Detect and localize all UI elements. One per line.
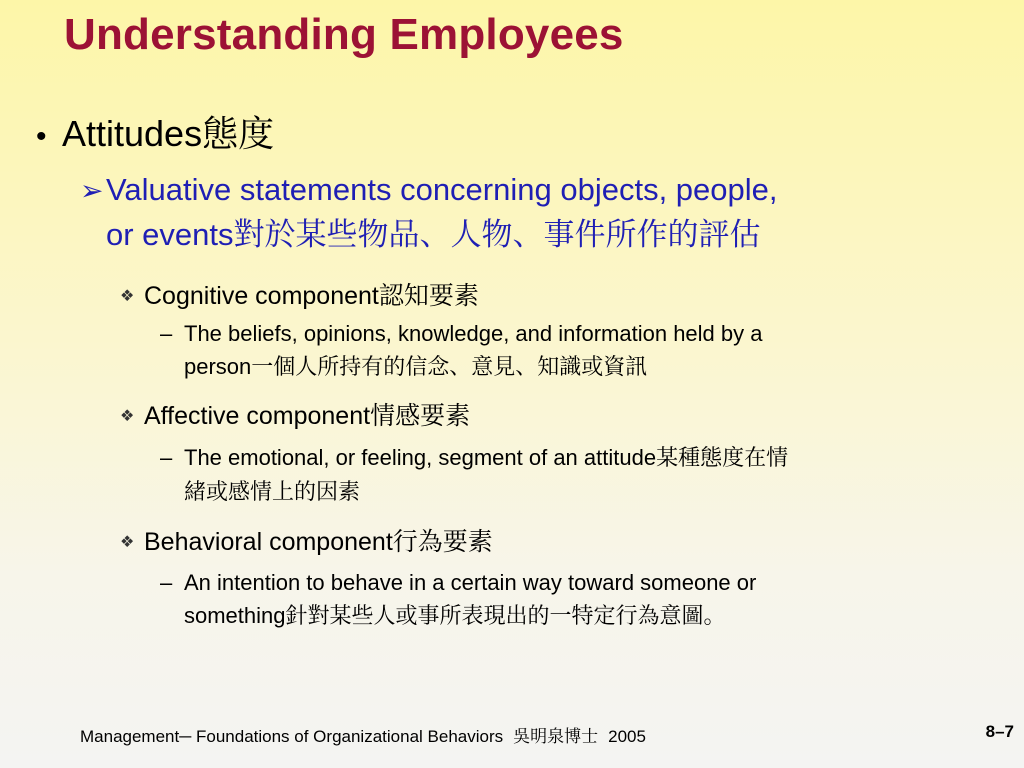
diamond-bullet-icon: ❖ — [120, 408, 135, 425]
dash-bullet-icon: – — [160, 321, 173, 346]
affective-detail — [160, 441, 788, 509]
valuative-cjk: 對於某些物品、人物、事件所作的評估 — [233, 217, 761, 253]
affective-detail-cjk1: 某種態度在情 — [656, 446, 789, 471]
cognitive-detail-line2: person — [184, 354, 252, 379]
page-number: 8–7 — [985, 722, 1014, 741]
footer-author: 吳明泉博士 — [513, 727, 599, 747]
bullet-dot-icon: • — [36, 120, 47, 153]
arrow-bullet-icon: ➢ — [80, 175, 104, 206]
affective-heading — [120, 396, 470, 432]
bullet-attitudes — [36, 106, 274, 157]
behavioral-detail-line2: something — [184, 603, 286, 628]
affective-detail-cjk2: 緒或感情上的因素 — [184, 480, 361, 505]
slide-title: Understanding Employees — [64, 10, 624, 59]
valuative-line2: or events — [106, 217, 234, 252]
affective-label: Affective component — [144, 402, 371, 430]
cognitive-detail-cjk: 一個人所持有的信念、意見、知識或資訊 — [251, 355, 648, 380]
attitudes-text: Attitudes — [62, 113, 203, 154]
behavioral-detail — [160, 566, 756, 633]
footer-year: 2005 — [608, 727, 646, 746]
cognitive-heading — [120, 276, 479, 312]
cognitive-label: Cognitive component — [144, 282, 379, 310]
dash-bullet-icon: – — [160, 570, 173, 595]
cognitive-cjk: 認知要素 — [378, 281, 479, 310]
behavioral-heading — [120, 522, 493, 558]
diamond-bullet-icon: ❖ — [120, 534, 135, 551]
behavioral-label: Behavioral component — [144, 528, 393, 556]
behavioral-detail-cjk: 針對某些人或事所表現出的一特定行為意圖。 — [285, 604, 726, 629]
dash-bullet-icon: – — [160, 445, 173, 470]
attitudes-cjk: 態度 — [202, 114, 275, 155]
cognitive-detail-line1: The beliefs, opinions, knowledge, and information held by a — [184, 321, 763, 346]
diamond-bullet-icon: ❖ — [120, 288, 135, 305]
valuative-line1: Valuative statements concerning objects, people, — [106, 172, 778, 207]
affective-detail-line1: The emotional, or feeling, segment of an attitude — [184, 445, 657, 470]
behavioral-cjk: 行為要素 — [392, 527, 493, 556]
affective-cjk: 情感要素 — [370, 401, 471, 430]
cognitive-detail — [160, 317, 762, 384]
footer — [80, 722, 646, 747]
behavioral-detail-line1: An intention to behave in a certain way toward someone or — [184, 570, 757, 595]
bullet-valuative — [80, 168, 778, 257]
footer-course: Management─ Foundations of Organizational Behaviors — [80, 727, 504, 746]
